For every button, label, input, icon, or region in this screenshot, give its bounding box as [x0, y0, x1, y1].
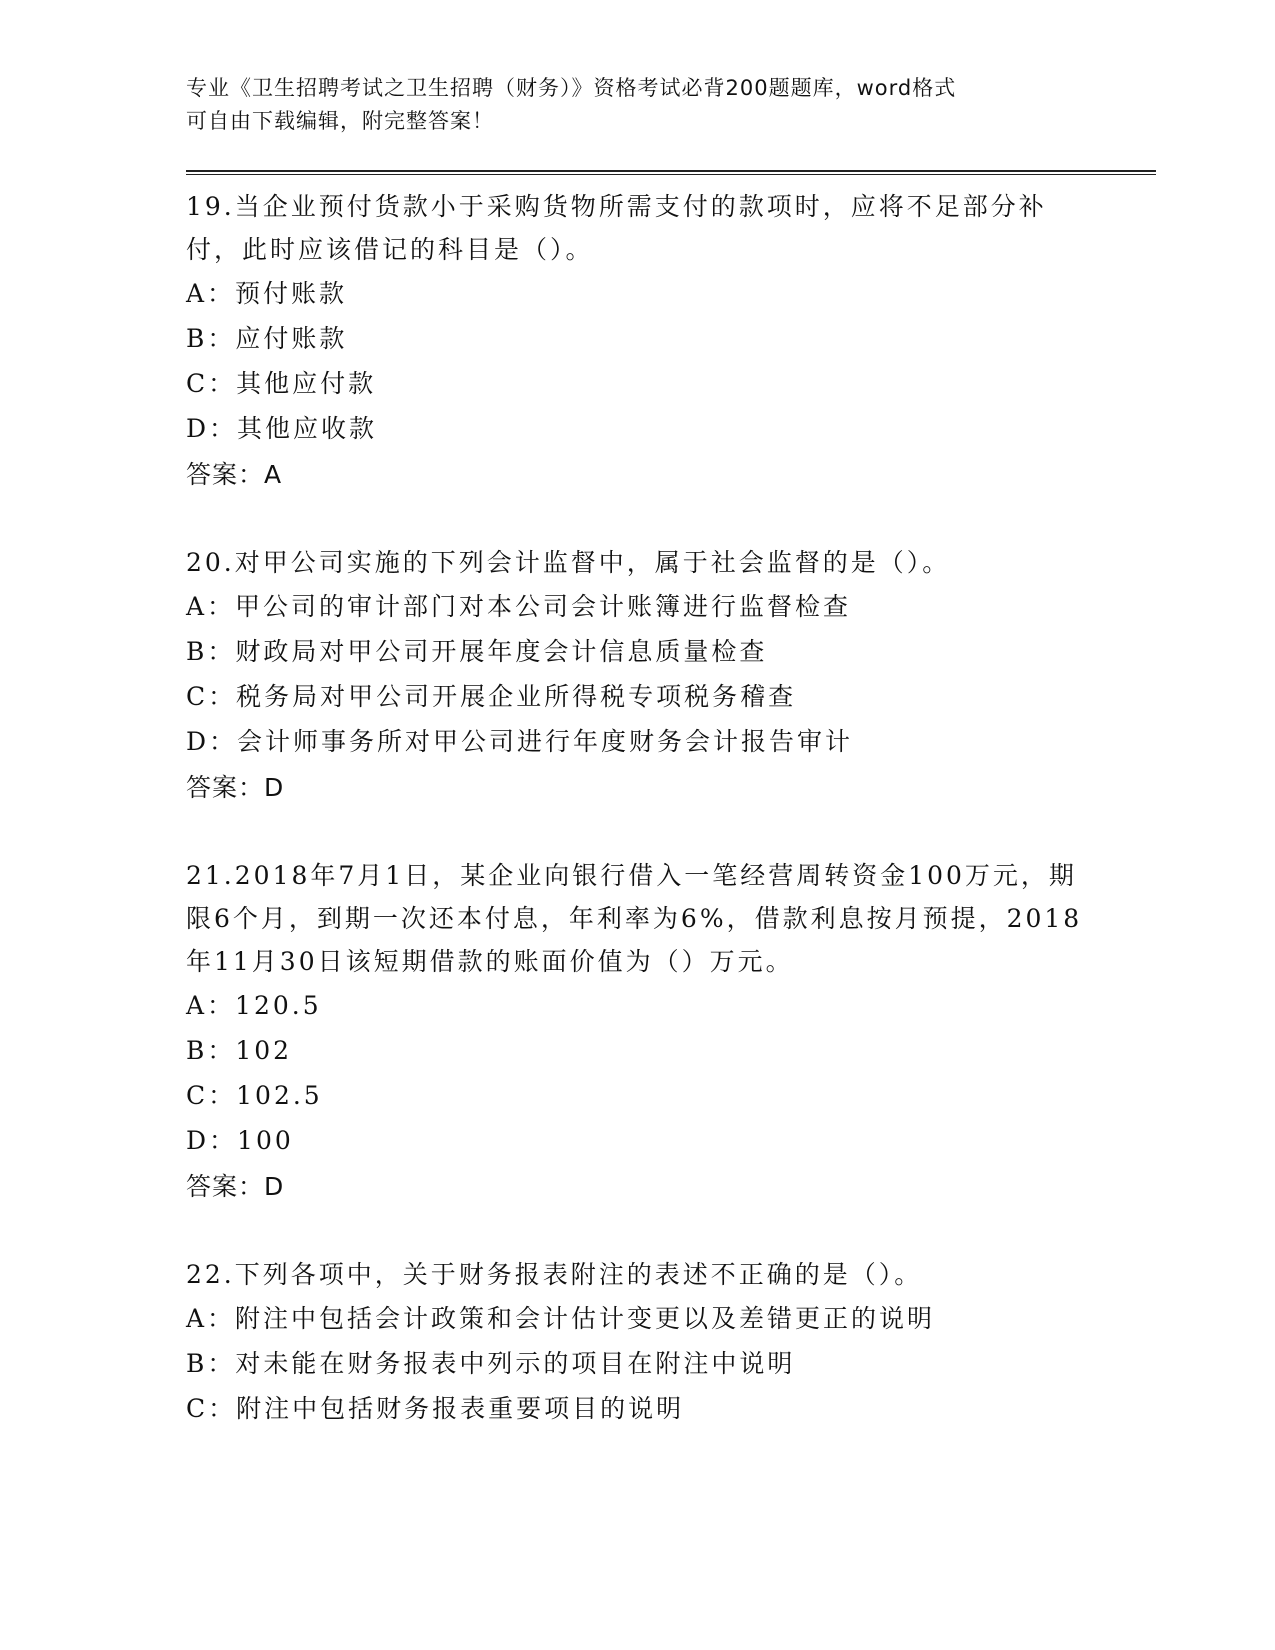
question-20: [186, 541, 1156, 811]
option-d: D：100: [186, 1126, 294, 1155]
question-text: 20.对甲公司实施的下列会计监督中，属于社会监督的是（）。: [186, 548, 951, 577]
option-c: C：102.5: [186, 1081, 323, 1110]
option-c: C：税务局对甲公司开展企业所得税专项税务稽查: [186, 682, 797, 711]
header-line-2: 可自由下载编辑，附完整答案！: [186, 109, 494, 133]
header-divider: [186, 170, 1156, 175]
document-header: [186, 72, 1156, 138]
answer: 答案：D: [186, 1172, 285, 1201]
option-c: C：其他应付款: [186, 369, 377, 398]
answer: 答案：D: [186, 773, 285, 802]
question-text: 22.下列各项中，关于财务报表附注的表述不正确的是（）。: [186, 1260, 923, 1289]
option-d: D：会计师事务所对甲公司进行年度财务会计报告审计: [186, 727, 854, 756]
question-19: [186, 185, 1156, 498]
question-22: [186, 1253, 1156, 1431]
question-text: 19.当企业预付货款小于采购货物所需支付的款项时，应将不足部分补付，此时应该借记的科目是（）。: [186, 192, 1047, 264]
question-list: [186, 185, 1156, 1431]
option-b: B：应付账款: [186, 324, 348, 353]
option-a: A：附注中包括会计政策和会计估计变更以及差错更正的说明: [186, 1304, 936, 1333]
option-d: D：其他应收款: [186, 414, 378, 443]
document-page: [186, 72, 1156, 1474]
option-a: A：甲公司的审计部门对本公司会计账簿进行监督检查: [186, 592, 852, 621]
header-line-1: 专业《卫生招聘考试之卫生招聘（财务）》资格考试必背200题题库，word格式: [186, 76, 957, 100]
option-b: B：财政局对甲公司开展年度会计信息质量检查: [186, 637, 768, 666]
option-b: B：102: [186, 1036, 293, 1065]
question-21: [186, 854, 1156, 1210]
option-a: A：预付账款: [186, 279, 348, 308]
option-a: A：120.5: [186, 991, 322, 1020]
option-b: B：对未能在财务报表中列示的项目在附注中说明: [186, 1349, 796, 1378]
option-c: C：附注中包括财务报表重要项目的说明: [186, 1394, 685, 1423]
question-text: 21.2018年7月1日，某企业向银行借入一笔经营周转资金100万元，期限6个月，到期一次还本付息，年利率为6%，借款利息按月预提，2018年11月30日该短期借款的账面价值为（）万元。: [186, 861, 1083, 976]
answer: 答案：A: [186, 460, 283, 489]
